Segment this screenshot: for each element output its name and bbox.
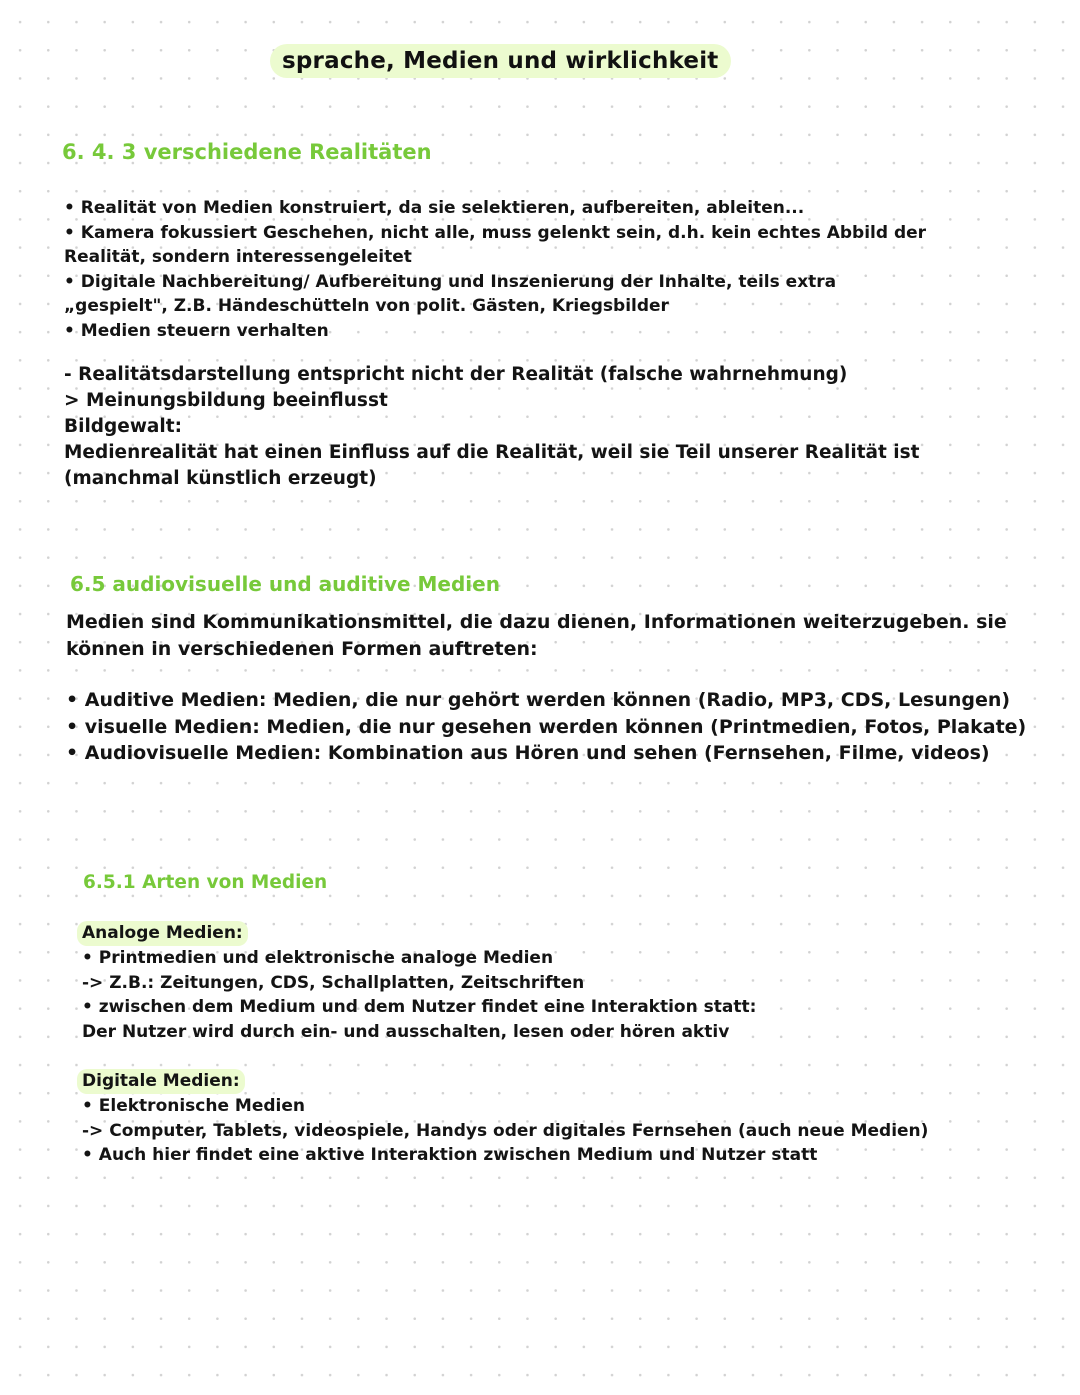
medien-types-bullet-list <box>66 687 1026 767</box>
text-line: - Realitätsdarstellung entspricht nicht der Realität (falsche wahrnehmung) <box>64 364 848 385</box>
text-line: • Elektronische Medien <box>82 1095 306 1116</box>
text-line: > Meinungsbildung beeinflusst <box>64 390 388 411</box>
text-line: • Realität von Medien konstruiert, da sie selektieren, aufbereiten, ableiten... <box>64 198 805 218</box>
text-line: • zwischen dem Medium und dem Nutzer findet eine Interaktion statt: <box>82 997 757 1018</box>
text-line: Bildgewalt: <box>64 416 182 437</box>
section-heading-verschiedene-realitaeten: 6. 4. 3 verschiedene Realitäten <box>62 140 432 164</box>
analoge-medien-block <box>82 921 756 1045</box>
text-line: • Medien steuern verhalten <box>64 320 329 341</box>
section-heading-arten-von-medien: 6.5.1 Arten von Medien <box>83 872 328 893</box>
text-line: -> Computer, Tablets, videospiele, Handys oder digitales Fernsehen (auch neue Medien) <box>82 1120 929 1141</box>
section-heading-audiovisuelle-medien: 6.5 audiovisuelle und auditive Medien <box>70 572 500 596</box>
realitaeten-notes <box>64 362 920 492</box>
page-title: sprache, Medien und wirklichkeit <box>270 44 731 78</box>
text-line: • Auch hier findet eine aktive Interaktion zwischen Medium und Nutzer statt <box>82 1145 818 1166</box>
text-line: (manchmal künstlich erzeugt) <box>64 468 377 489</box>
text-line: Der Nutzer wird durch ein- und ausschalten, lesen oder hören aktiv <box>82 1022 730 1043</box>
text-line: Medien sind Kommunikationsmittel, die dazu dienen, Informationen weiterzugeben. sie <box>66 611 1007 633</box>
text-line: Realität, sondern interessengeleitet <box>64 247 412 268</box>
text-line: • Auditive Medien: Medien, die nur gehört werden können (Radio, MP3, CDS, Lesungen) <box>66 689 1011 711</box>
text-line: können in verschiedenen Formen auftreten: <box>66 637 538 660</box>
analoge-medien-label: Analoge Medien: <box>77 921 248 946</box>
text-line: Medienrealität hat einen Einfluss auf die Realität, weil sie Teil unserer Realität ist <box>64 442 920 463</box>
medien-intro-paragraph <box>66 609 1007 662</box>
text-line: • Kamera fokussiert Geschehen, nicht alle, muss gelenkt sein, d.h. kein echtes Abbild der <box>64 222 927 243</box>
text-line: „gespielt", Z.B. Händeschütteln von polit. Gästen, Kriegsbilder <box>64 296 669 317</box>
digitale-medien-label: Digitale Medien: <box>77 1069 245 1094</box>
text-line: -> Z.B.: Zeitungen, CDS, Schallplatten, Zeitschriften <box>82 972 585 993</box>
text-line: • Audiovisuelle Medien: Kombination aus Hören und sehen (Fernsehen, Filme, videos) <box>66 742 990 764</box>
digitale-medien-block <box>82 1069 928 1168</box>
text-line: • Printmedien und elektronische analoge Medien <box>82 947 554 968</box>
text-line: • visuelle Medien: Medien, die nur gesehen werden können (Printmedien, Fotos, Plakate) <box>66 715 1027 738</box>
realitaeten-bullet-list <box>64 196 926 344</box>
text-line: • Digitale Nachbereitung/ Aufbereitung und Inszenierung der Inhalte, teils extra <box>64 271 837 292</box>
